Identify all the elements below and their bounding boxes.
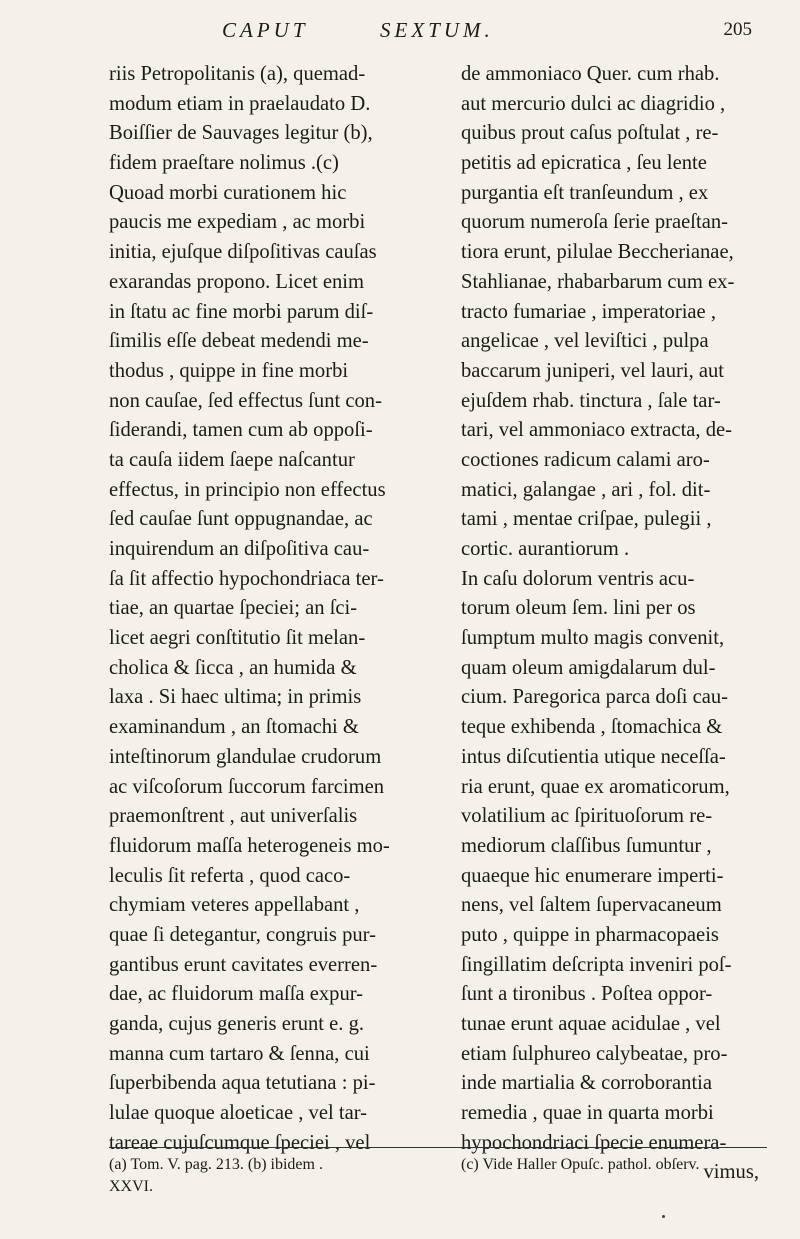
text-line: gantibus erunt cavitates everren- (109, 953, 378, 976)
text-line: cholica & ſicca , an humida & (109, 656, 357, 679)
text-line: inquirendum an diſpoſitiva cau- (109, 538, 370, 560)
footnotes (109, 1154, 769, 1198)
text-line: manna cum tartaro & ſenna, cui (109, 1042, 370, 1065)
text-line: inde martialia & corroborantia (461, 1072, 713, 1095)
text-line: tunae erunt aquae acidulae , vel (461, 1013, 721, 1035)
text-line: dae, ac fluidorum maſſa expur- (109, 983, 364, 1006)
text-line: baccarum juniperi, vel lauri, aut (461, 359, 725, 382)
text-line: Stahlianae, rhabarbarum cum ex- (461, 270, 735, 293)
text-line: ac viſcoſorum ſuccorum farcimen (109, 775, 385, 798)
text-line: ſa ſit affectio hypochondriaca ter- (109, 567, 384, 590)
text-line: ganda, cujus generis erunt e. g. (109, 1013, 365, 1035)
text-line: licet aegri conſtitutio ſit melan- (109, 627, 366, 650)
text-line: quam oleum amigdalarum dul- (461, 656, 716, 679)
text-line: fidem praeſtare nolimus .(c) (109, 152, 339, 175)
text-line: in ſtatu ac fine morbi parum diſ- (109, 300, 374, 323)
text-line: matici, galangae , ari , fol. dit- (461, 478, 711, 501)
text-line: remedia , quae in quarta morbi (461, 1102, 714, 1125)
text-line: examinandum , an ſtomachi & (109, 716, 359, 739)
page-number: 205 (723, 19, 752, 40)
text-line: lulae quoque aloeticae , vel tar- (109, 1102, 368, 1125)
text-line: angelicae , vel leviſtici , pulpa (461, 330, 709, 353)
text-line: petitis ad epicratica , ſeu lente (461, 152, 707, 175)
text-line: ſingillatim deſcripta inveniri poſ- (461, 953, 732, 976)
text-line: ſed cauſae ſunt oppugnandae, ac (109, 508, 373, 531)
text-line: volatilium ac ſpirituoſorum re- (461, 805, 713, 828)
text-line: etiam ſulphureo calybeatae, pro- (461, 1042, 728, 1065)
text-line: coctiones radicum calami aro- (461, 448, 710, 471)
text-line: tareae cujuſcumque ſpeciei , vel (109, 1131, 371, 1154)
text-line: teque exhibenda , ſtomachica & (461, 716, 723, 739)
text-line: quorum numeroſa ſerie praeſtan- (461, 211, 729, 234)
text-line: tari, vel ammoniaco extracta, de- (461, 419, 733, 442)
text-line: inteſtinorum glandulae crudorum (109, 745, 382, 768)
text-line: tiora erunt, pilulae Beccherianae, (461, 241, 734, 264)
footnote-rule (109, 1147, 767, 1148)
text-line: ſimilis eſſe debeat medendi me- (109, 330, 369, 353)
text-line: quae ſi detegantur, congruis pur- (109, 923, 376, 946)
text-line: ſiderandi, tamen cum ab oppoſi- (109, 419, 373, 442)
text-line: tami , mentae criſpae, pulegii , (461, 508, 712, 531)
text-line: quaeque hic enumerare imperti- (461, 864, 724, 887)
text-line: fluidorum maſſa heterogeneis mo- (109, 834, 390, 857)
left-text-column (109, 60, 439, 1158)
text-line: effectus, in principio non effectus (109, 478, 386, 501)
text-line: riis Petropolitanis (a), quemad- (109, 63, 366, 85)
text-line: ſunt a tironibus . Poſtea oppor- (461, 983, 713, 1006)
text-line: exarandas propono. Licet enim (109, 270, 365, 293)
text-line: cortic. aurantiorum . (461, 538, 630, 560)
right-text-column (461, 60, 767, 1188)
text-line: laxa . Si haec ultima; in primis (109, 686, 362, 709)
running-head (222, 18, 752, 50)
text-line: ejuſdem rhab. tinctura , ſale tar- (461, 389, 721, 412)
text-line: non cauſae, ſed effectus ſunt con- (109, 389, 382, 412)
text-line: ta cauſa iidem ſaepe naſcantur (109, 448, 355, 471)
text-line: ſuperbibenda aqua tetutiana : pi- (109, 1072, 376, 1095)
text-line: quibus prout caſus poſtulat , re- (461, 122, 719, 145)
ink-speck (662, 1215, 665, 1218)
footnote-a-b: (a) Tom. V. pag. 213. (b) ibidem . (109, 1156, 323, 1173)
text-line: In caſu dolorum ventris acu- (461, 567, 695, 590)
text-line: paucis me expediam , ac morbi (109, 211, 366, 234)
text-line: Quoad morbi curationem hic (109, 181, 347, 204)
text-line: puto , quippe in pharmacopaeis (461, 923, 719, 946)
text-line: purgantia eſt tranſeundum , ex (461, 181, 709, 204)
text-line: Boiſſier de Sauvages legitur (b), (109, 122, 373, 145)
footnote-continuation: XXVI. (109, 1178, 153, 1195)
text-line: ſumptum multo magis convenit, (461, 627, 725, 650)
text-line: tracto fumariae , imperatoriae , (461, 300, 716, 323)
running-head-caput: CAPUT (222, 18, 309, 42)
text-line: mediorum claſſibus ſumuntur , (461, 834, 712, 857)
text-line: leculis ſit referta , quod caco- (109, 864, 351, 887)
text-line: chymiam veteres appellabant , (109, 894, 360, 917)
text-line: nens, vel ſaltem ſupervacaneum (461, 894, 722, 917)
text-line: praemonſtrent , aut univerſalis (109, 805, 358, 828)
text-line: intus diſcutientia utique neceſſa- (461, 745, 726, 768)
text-line: de ammoniaco Quer. cum rhab. (461, 63, 720, 85)
text-line: torum oleum ſem. lini per os (461, 597, 696, 620)
text-line: hypochondriaci ſpecie enumera- (461, 1131, 727, 1154)
text-line: thodus , quippe in fine morbi (109, 359, 349, 382)
text-line: ria erunt, quae ex aromaticorum, (461, 775, 730, 798)
footnote-c: (c) Vide Haller Opuſc. pathol. obſerv. (461, 1156, 700, 1173)
text-line: vimus, (703, 1161, 759, 1184)
text-line: tiae, an quartae ſpeciei; an ſci- (109, 597, 358, 620)
text-line: cium. Paregorica parca doſi cau- (461, 686, 729, 709)
text-line: modum etiam in praelaudato D. (109, 92, 371, 115)
text-line: aut mercurio dulci ac diagridio , (461, 92, 726, 115)
running-head-sextum: SEXTUM. (380, 18, 494, 42)
text-line: initia, ejuſque diſpoſitivas cauſas (109, 241, 377, 264)
